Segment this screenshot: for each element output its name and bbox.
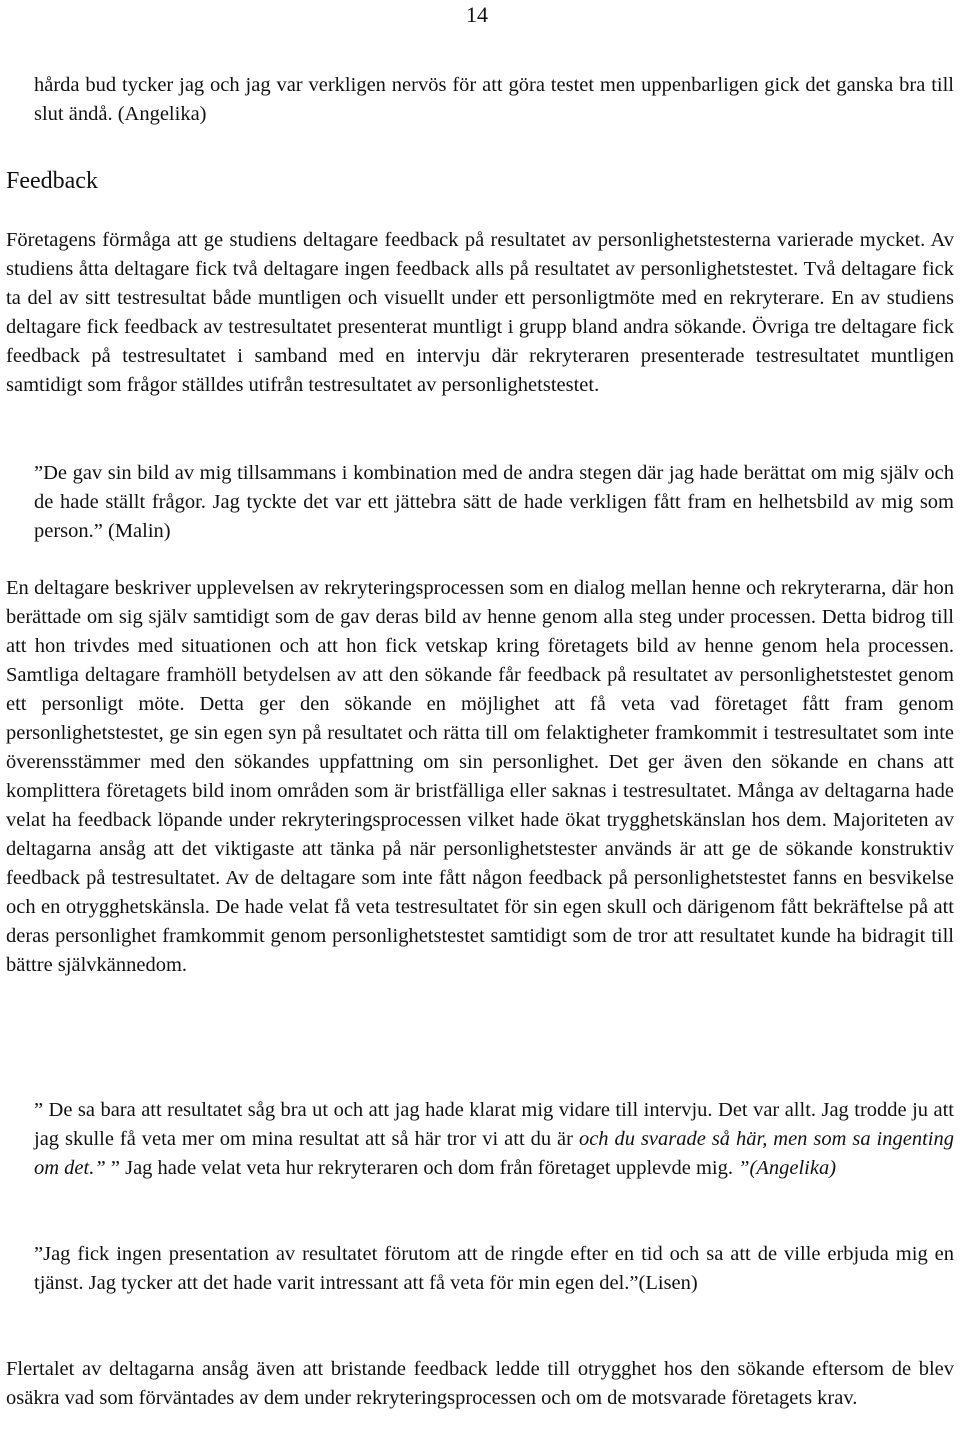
quote-angelika-italic-1: och du svarade så här, men som sa ingenting om det.” [34,1128,954,1179]
quote-malin: ”De gav sin bild av mig tillsammans i kombination med de andra stegen där jag hade berättat om mig själv och de hade ställt frågor. Jag tyckte det var ett jättebra sätt de hade verkligen fått fram en helhetsbild av mig som person.” (Malin) [34,462,954,542]
quote-angelika-attribution: ”(Angelika) [738,1157,837,1179]
quote-lisen: ”Jag fick ingen presentation av resultatet förutom att de ringde efter en tid och sa att de ville erbjuda mig en tjänst. Jag tycker att det hade varit intressant att få veta för min egen del.”(Lisen) [34,1243,954,1294]
paragraph-1: Företagens förmåga att ge studiens deltagare feedback på resultatet av personlighetstesterna varierade mycket. Av studiens åtta deltagare fick två deltagare ingen feedback alls på resultatet av personlighetstestet. Två deltagare fick ta del av sitt testresultat både muntligen och visuellt under ett personligtmöte med en rekryterare. En av studiens deltagare fick feedback av testresultatet presenterat muntligt i grupp bland andra sökande. Övriga tre deltagare fick feedback på testresultatet i samband med en intervju där rekryteraren presenterade testresultatet muntligen samtidigt som frågor ställdes utifrån testresultatet av personlighetstestet. [6,229,954,396]
section-heading: Feedback [6,168,98,194]
quote-angelika-text-2: ” Jag hade velat veta hur rekryteraren och dom från företaget upplevde mig. [105,1157,739,1179]
quote-angelika [34,1096,954,1183]
page-number: 14 [466,2,488,27]
quote-angelika-text-1: ” De sa bara att resultatet såg bra ut och att jag hade klarat mig vidare till intervju. Det var allt. Jag trodde ju att jag skulle få veta mer om mina resultat att så här tror vi att du är [34,1099,954,1150]
paragraph-3: Flertalet av deltagarna ansåg även att bristande feedback ledde till otrygghet hos den sökande eftersom de blev osäkra vad som förväntades av dem under rekryteringsprocessen och om de motsvarade företagets krav. [6,1358,954,1409]
quote-continuation: hårda bud tycker jag och jag var verkligen nervös för att göra testet men uppenbarligen gick det ganska bra till slut ändå. (Angelika) [34,74,954,125]
paragraph-2: En deltagare beskriver upplevelsen av rekryteringsprocessen som en dialog mellan henne och rekryterarna, där hon berättade om sig själv samtidigt som de gav deras bild av henne genom alla steg under processen. Detta bidrog till att hon trivdes med situationen och att hon fick vetskap kring företagets bild av henne genom hela processen. Samtliga deltagare framhöll betydelsen av att den sökande får feedback på resultatet av personlighetstestet genom ett personligt möte. Detta ger den sökande en möjlighet att få veta vad företaget fått fram genom personlighetstestet, ge sin egen syn på resultatet och rätta till om felaktigheter framkommit i testresultatet som inte överensstämmer med den sökandes uppfattning om sin personlighet. Det ger även den sökande en chans att komplittera företagets bild inom områden som är bristfälliga eller saknas i testresultatet. Många av deltagarna hade velat ha feedback löpande under rekryteringsprocessen vilket hade ökat trygghetskänslan hos dem. Majoriteten av deltagarna ansåg att det viktigaste att tänka på när personlighetstester används är att ge de sökande konstruktiv feedback på testresultatet. Av de deltagare som inte fått någon feedback på personlighetstestet fanns en besvikelse och en otrygghetskänsla. De hade velat få veta testresultatet för sin egen skull och därigenom fått bekräftelse på att deras personlighet framkommit genom personlighetstestet samtidigt som de tror att resultatet kunde ha bidragit till bättre självkännedom. [6,577,954,976]
